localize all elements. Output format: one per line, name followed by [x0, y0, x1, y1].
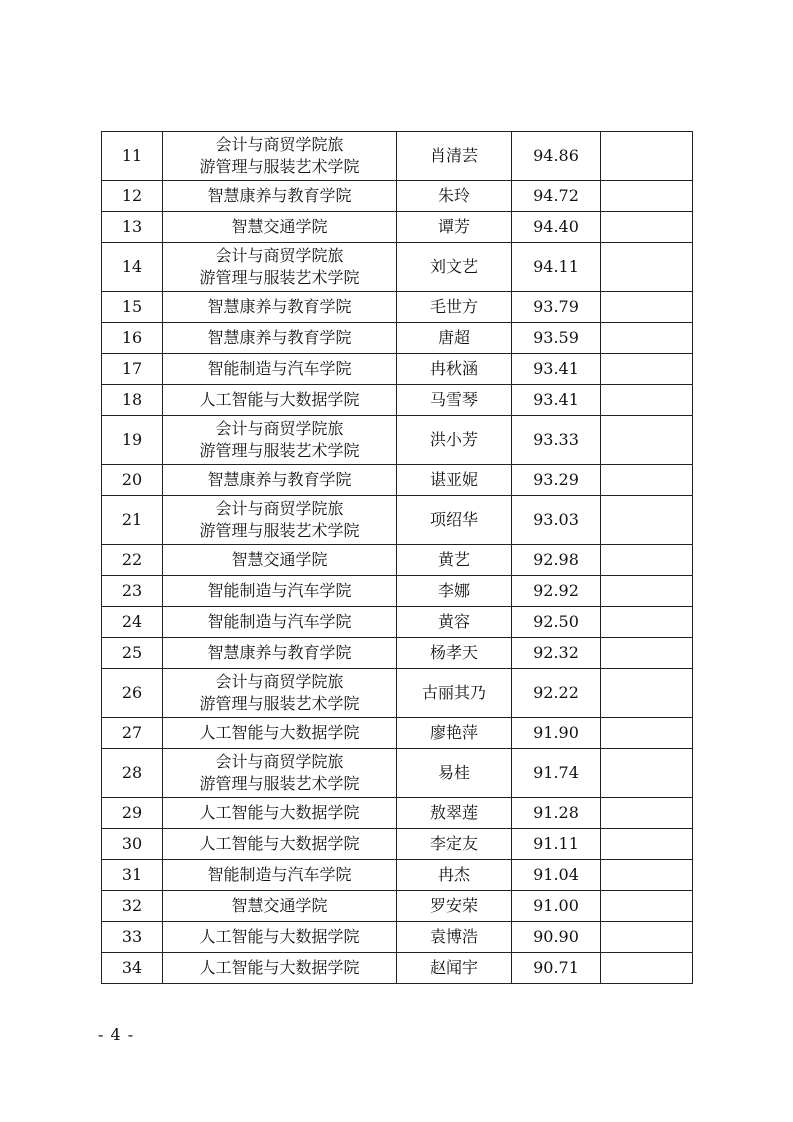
note-cell [601, 545, 693, 576]
row-number-cell: 16 [102, 323, 163, 354]
name-cell: 洪小芳 [397, 416, 512, 465]
table-row [102, 922, 693, 953]
score-cell: 94.86 [512, 132, 601, 181]
row-number-cell: 29 [102, 798, 163, 829]
score-cell: 93.41 [512, 354, 601, 385]
table-row [102, 354, 693, 385]
name-cell: 黄艺 [397, 545, 512, 576]
name-cell: 李定友 [397, 829, 512, 860]
table-row [102, 212, 693, 243]
score-cell: 93.29 [512, 465, 601, 496]
row-number-cell: 28 [102, 749, 163, 798]
note-cell [601, 212, 693, 243]
note-cell [601, 323, 693, 354]
college-cell: 智能制造与汽车学院 [163, 860, 397, 891]
row-number-cell: 17 [102, 354, 163, 385]
name-cell: 冉秋涵 [397, 354, 512, 385]
table-row [102, 953, 693, 984]
row-number-cell: 20 [102, 465, 163, 496]
score-cell: 92.32 [512, 638, 601, 669]
college-cell: 智能制造与汽车学院 [163, 576, 397, 607]
row-number-cell: 24 [102, 607, 163, 638]
score-table [101, 131, 693, 984]
note-cell [601, 607, 693, 638]
college-cell: 智慧交通学院 [163, 545, 397, 576]
table-row [102, 891, 693, 922]
name-cell: 刘文艺 [397, 243, 512, 292]
score-cell: 92.22 [512, 669, 601, 718]
name-cell: 马雪琴 [397, 385, 512, 416]
score-cell: 94.40 [512, 212, 601, 243]
table-row [102, 829, 693, 860]
name-cell: 古丽其乃 [397, 669, 512, 718]
college-cell: 智慧康养与教育学院 [163, 292, 397, 323]
table-row [102, 181, 693, 212]
row-number-cell: 21 [102, 496, 163, 545]
score-cell: 92.92 [512, 576, 601, 607]
row-number-cell: 15 [102, 292, 163, 323]
table-row [102, 669, 693, 718]
row-number-cell: 30 [102, 829, 163, 860]
name-cell: 肖清芸 [397, 132, 512, 181]
name-cell: 赵闻宇 [397, 953, 512, 984]
page-number: - 4 - [98, 1025, 135, 1044]
row-number-cell: 25 [102, 638, 163, 669]
note-cell [601, 891, 693, 922]
note-cell [601, 829, 693, 860]
college-cell: 人工智能与大数据学院 [163, 922, 397, 953]
note-cell [601, 243, 693, 292]
score-cell: 91.04 [512, 860, 601, 891]
table-body [102, 132, 693, 984]
name-cell: 杨孝天 [397, 638, 512, 669]
note-cell [601, 132, 693, 181]
name-cell: 易桂 [397, 749, 512, 798]
college-cell: 人工智能与大数据学院 [163, 829, 397, 860]
college-cell: 会计与商贸学院旅 游管理与服装艺术学院 [163, 132, 397, 181]
college-cell: 智慧交通学院 [163, 891, 397, 922]
note-cell [601, 860, 693, 891]
college-cell: 人工智能与大数据学院 [163, 953, 397, 984]
score-cell: 93.03 [512, 496, 601, 545]
college-cell: 会计与商贸学院旅 游管理与服装艺术学院 [163, 749, 397, 798]
college-cell: 智能制造与汽车学院 [163, 607, 397, 638]
score-cell: 94.11 [512, 243, 601, 292]
college-cell: 人工智能与大数据学院 [163, 718, 397, 749]
college-cell: 会计与商贸学院旅 游管理与服装艺术学院 [163, 496, 397, 545]
note-cell [601, 465, 693, 496]
college-cell: 会计与商贸学院旅 游管理与服装艺术学院 [163, 669, 397, 718]
score-cell: 91.11 [512, 829, 601, 860]
note-cell [601, 718, 693, 749]
note-cell [601, 416, 693, 465]
name-cell: 朱玲 [397, 181, 512, 212]
note-cell [601, 496, 693, 545]
note-cell [601, 953, 693, 984]
note-cell [601, 669, 693, 718]
note-cell [601, 385, 693, 416]
table-row [102, 576, 693, 607]
name-cell: 袁博浩 [397, 922, 512, 953]
score-cell: 91.00 [512, 891, 601, 922]
row-number-cell: 13 [102, 212, 163, 243]
row-number-cell: 34 [102, 953, 163, 984]
note-cell [601, 922, 693, 953]
name-cell: 李娜 [397, 576, 512, 607]
score-cell: 90.71 [512, 953, 601, 984]
college-cell: 智慧康养与教育学院 [163, 465, 397, 496]
note-cell [601, 181, 693, 212]
score-cell: 91.90 [512, 718, 601, 749]
note-cell [601, 292, 693, 323]
note-cell [601, 354, 693, 385]
name-cell: 冉杰 [397, 860, 512, 891]
table-row [102, 638, 693, 669]
table-row [102, 749, 693, 798]
score-cell: 92.50 [512, 607, 601, 638]
score-cell: 91.28 [512, 798, 601, 829]
college-cell: 人工智能与大数据学院 [163, 798, 397, 829]
note-cell [601, 749, 693, 798]
table-row [102, 496, 693, 545]
row-number-cell: 14 [102, 243, 163, 292]
table-row [102, 416, 693, 465]
name-cell: 项绍华 [397, 496, 512, 545]
score-cell: 93.33 [512, 416, 601, 465]
row-number-cell: 22 [102, 545, 163, 576]
row-number-cell: 32 [102, 891, 163, 922]
college-cell: 智慧交通学院 [163, 212, 397, 243]
table-row [102, 465, 693, 496]
note-cell [601, 798, 693, 829]
college-cell: 会计与商贸学院旅 游管理与服装艺术学院 [163, 416, 397, 465]
name-cell: 敖翠莲 [397, 798, 512, 829]
table-row [102, 292, 693, 323]
college-cell: 智能制造与汽车学院 [163, 354, 397, 385]
row-number-cell: 33 [102, 922, 163, 953]
name-cell: 廖艳萍 [397, 718, 512, 749]
table-row [102, 860, 693, 891]
name-cell: 黄容 [397, 607, 512, 638]
row-number-cell: 19 [102, 416, 163, 465]
row-number-cell: 31 [102, 860, 163, 891]
table-row [102, 132, 693, 181]
college-cell: 智慧康养与教育学院 [163, 323, 397, 354]
score-cell: 91.74 [512, 749, 601, 798]
score-cell: 90.90 [512, 922, 601, 953]
score-cell: 93.41 [512, 385, 601, 416]
name-cell: 谭芳 [397, 212, 512, 243]
college-cell: 智慧康养与教育学院 [163, 638, 397, 669]
name-cell: 谌亚妮 [397, 465, 512, 496]
row-number-cell: 23 [102, 576, 163, 607]
score-cell: 92.98 [512, 545, 601, 576]
table-row [102, 798, 693, 829]
row-number-cell: 12 [102, 181, 163, 212]
score-cell: 93.79 [512, 292, 601, 323]
score-cell: 94.72 [512, 181, 601, 212]
college-cell: 会计与商贸学院旅 游管理与服装艺术学院 [163, 243, 397, 292]
name-cell: 毛世方 [397, 292, 512, 323]
row-number-cell: 27 [102, 718, 163, 749]
table-row [102, 607, 693, 638]
table-row [102, 385, 693, 416]
row-number-cell: 11 [102, 132, 163, 181]
college-cell: 智慧康养与教育学院 [163, 181, 397, 212]
table-row [102, 545, 693, 576]
row-number-cell: 26 [102, 669, 163, 718]
table-row [102, 718, 693, 749]
row-number-cell: 18 [102, 385, 163, 416]
table-row [102, 323, 693, 354]
college-cell: 人工智能与大数据学院 [163, 385, 397, 416]
table-row [102, 243, 693, 292]
note-cell [601, 576, 693, 607]
note-cell [601, 638, 693, 669]
score-cell: 93.59 [512, 323, 601, 354]
name-cell: 罗安荣 [397, 891, 512, 922]
name-cell: 唐超 [397, 323, 512, 354]
